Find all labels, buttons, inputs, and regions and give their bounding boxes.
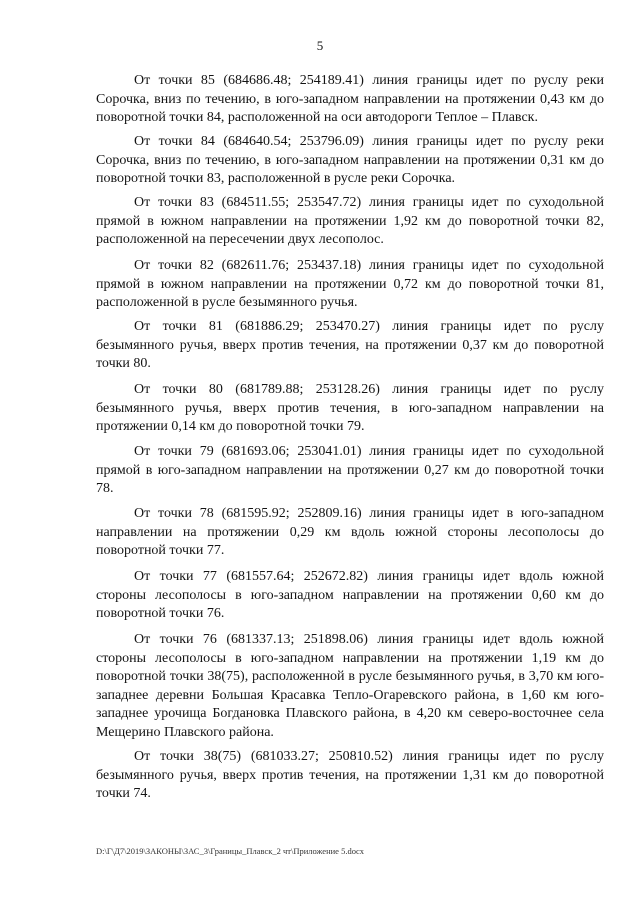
paragraph-point-83: От точки 83 (684511.55; 253547.72) линия границы идет по суходольной прямой в южном направлении на протяжении 1,92 км до поворотной точки 82, расположенной на пересечении двух лесополос.: [96, 195, 604, 247]
paragraph-point-38-75: От точки 38(75) (681033.27; 250810.52) линия границы идет по руслу безымянного ручья, вверх против течения, на протяжении 1,31 км до поворотной точки 74.: [96, 749, 604, 801]
paragraph-point-82: От точки 82 (682611.76; 253437.18) линия границы идет по суходольной прямой в южном направлении на протяжении 0,72 км до поворотной точки 81, расположенной в русле безымянного ручья.: [96, 258, 604, 310]
paragraph-point-85: От точки 85 (684686.48; 254189.41) линия границы идет по руслу реки Сорочка, вниз по течению, в юго-западном направлении на протяжении 0,43 км до поворотной точки 84, расположенной на оси автодороги Теплое – Плавск.: [96, 73, 604, 125]
paragraph-point-77: От точки 77 (681557.64; 252672.82) линия границы идет вдоль южной стороны лесополосы в юго-западном направлении на протяжении 0,60 км до поворотной точки 76.: [96, 569, 604, 621]
paragraph-point-80: От точки 80 (681789.88; 253128.26) линия границы идет по руслу безымянного ручья, вверх против течения, в юго-западном направлении на протяжении 0,14 км до поворотной точки 79.: [96, 382, 604, 434]
paragraph-point-84: От точки 84 (684640.54; 253796.09) линия границы идет по руслу реки Сорочка, вниз по течению, в юго-западном направлении на протяжении 0,31 км до поворотной точки 83, расположенной в русле реки Сорочка.: [96, 134, 604, 186]
footer-file-path: D:\Г\Д7\2019\ЗАКОНЫ\ЗАС_3\Границы_Плавск_2 чт\Приложение 5.docx: [96, 846, 364, 856]
paragraph-point-76: От точки 76 (681337.13; 251898.06) линия границы идет вдоль южной стороны лесополосы в юго-западном направлении на протяжении 1,19 км до поворотной точки 38(75), расположенной в русле безымянного ручья, в 3,70 км юго-западнее деревни Большая Красавка Тепло-Огаревского района, в 1,60 км юго-западнее урочища Богдановка Плавского района, в 4,20 км северо-восточнее села Мещерино Плавского района.: [96, 632, 604, 740]
paragraph-point-79: От точки 79 (681693.06; 253041.01) линия границы идет по суходольной прямой в юго-западном направлении на протяжении 0,27 км до поворотной точки 78.: [96, 444, 604, 496]
paragraph-point-81: От точки 81 (681886.29; 253470.27) линия границы идет по руслу безымянного ручья, вверх против течения, на протяжении 0,37 км до поворотной точки 80.: [96, 319, 604, 371]
page-number: 5: [316, 38, 324, 53]
paragraph-point-78: От точки 78 (681595.92; 252809.16) линия границы идет в юго-западном направлении на протяжении 0,29 км вдоль южной стороны лесополосы до поворотной точки 77.: [96, 506, 604, 558]
